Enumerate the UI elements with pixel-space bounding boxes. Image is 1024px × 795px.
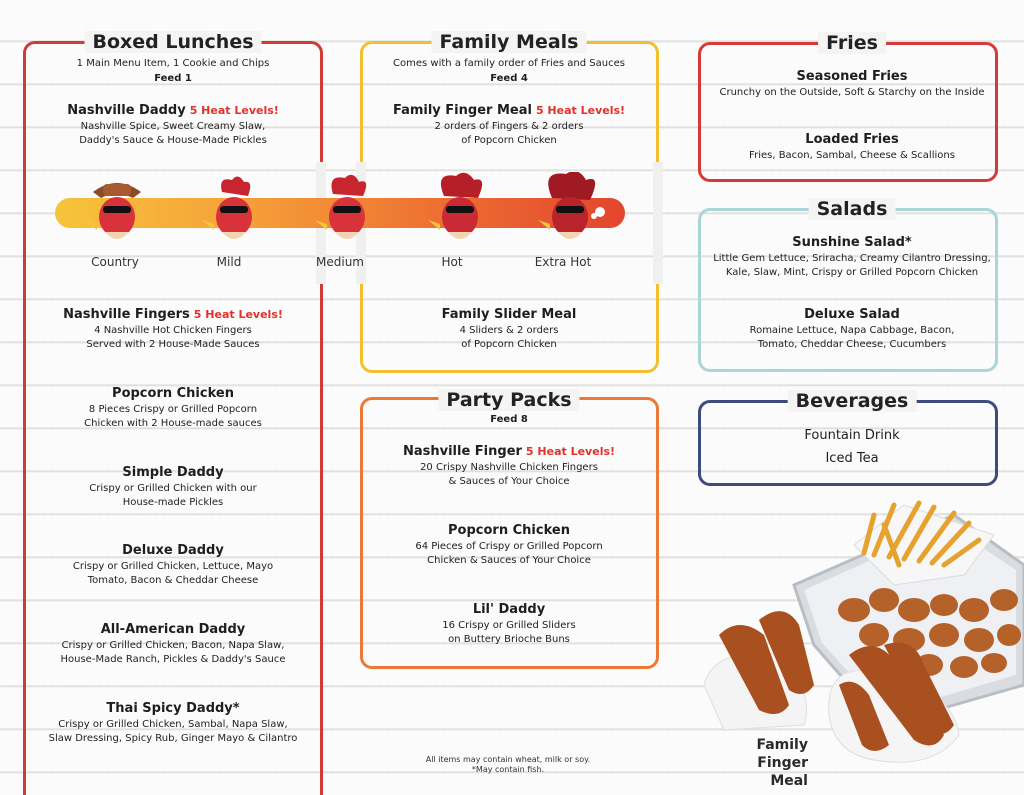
item-desc-line: Tomato, Cheddar Cheese, Cucumbers [757,339,947,350]
menu-item[interactable] [719,68,984,100]
menu-item[interactable] [73,542,273,588]
item-desc-line: of Popcorn Chicken [461,135,557,146]
item-desc-line: Served with 2 House-Made Sauces [86,339,260,350]
medium-rooster-icon [305,172,385,250]
menu-item[interactable] [49,700,298,746]
heat-level-hot: Hot [441,255,463,269]
item-name: Popcorn Chicken [112,386,234,401]
item-name: Seasoned Fries [796,69,908,84]
heat-level-mild: Mild [216,255,242,269]
item-desc-line: Romaine Lettuce, Napa Cabbage, Bacon, [749,325,955,336]
item-desc-line: 20 Crispy Nashville Chicken Fingers [420,462,598,473]
family-frame-gap-right [653,162,663,284]
item-desc-line: Crunchy on the Outside, Soft & Starchy on the Inside [719,87,985,98]
item-desc-line: House-Made Ranch, Pickles & Daddy's Sauce [60,654,286,665]
heat-level-medium: Medium [316,255,364,269]
hot-rooster-icon [418,172,498,250]
photo-label-line: Family [756,737,808,753]
heat-levels-badge: 5 Heat Levels! [535,104,626,117]
extra-hot-rooster-icon [528,172,608,250]
item-name: Deluxe Daddy [122,543,224,558]
menu-item[interactable] [61,621,286,667]
item-name: Loaded Fries [805,132,899,147]
item-desc-line: Slaw Dressing, Spicy Rub, Ginger Mayo & Cilantro [48,733,298,744]
beverages-title: Beverages [788,390,917,412]
menu-item[interactable] [442,306,577,352]
item-desc-line: Crispy or Grilled Chicken, Lettuce, Mayo [72,561,274,572]
item-desc-line: Crispy or Grilled Chicken, Bacon, Napa Slaw, [61,640,285,651]
item-name: Nashville Finger [402,444,522,459]
boxed-subtitle: 1 Main Menu Item, 1 Cookie and Chips [76,58,270,69]
item-desc-line: 64 Pieces of Crispy or Grilled Popcorn [415,541,603,552]
menu-item[interactable] [84,385,262,431]
heat-levels-badge: 5 Heat Levels! [189,104,279,117]
item-name: Sunshine Salad* [792,235,912,250]
beverage-item[interactable]: Iced Tea [825,451,879,466]
item-name: Popcorn Chicken [448,523,570,538]
item-desc-line: 2 orders of Fingers & 2 orders [434,121,584,132]
item-desc-line: Fries, Bacon, Sambal, Cheese & Scallions [749,150,955,161]
item-name: Nashville Daddy [67,103,186,118]
menu-item[interactable] [403,443,615,489]
mild-rooster-icon [192,172,272,250]
photo-label-line: Finger Meal [757,755,808,789]
menu-item[interactable] [89,464,256,510]
footnote-line: *May contain fish. [471,765,545,774]
heat-levels-badge: 5 Heat Levels! [193,308,283,321]
menu-item[interactable] [442,601,575,647]
boxed-feed: Feed 1 [154,73,192,84]
item-name: Family Finger Meal [392,103,532,118]
item-desc-line: Chicken & Sauces of Your Choice [427,555,591,566]
item-desc-line: House-made Pickles [122,497,224,508]
salads-title: Salads [809,198,896,220]
heat-level-extra-hot: Extra Hot [534,255,592,269]
family-feed: Feed 4 [490,73,528,84]
item-desc-line: on Buttery Brioche Buns [448,634,570,645]
item-desc-line: Crispy or Grilled Chicken with our [89,483,257,494]
heat-level-country: Country [91,255,139,269]
item-desc-line: Little Gem Lettuce, Sriracha, Creamy Cilantro Dressing, [713,253,991,264]
party-feed: Feed 8 [490,414,528,425]
menu-item[interactable] [713,234,991,280]
party-packs-title: Party Packs [438,389,579,411]
menu-item[interactable] [749,131,955,163]
item-name: Family Slider Meal [441,307,577,322]
item-name: Nashville Fingers [63,307,190,322]
photo-label [718,736,808,790]
item-name: Thai Spicy Daddy* [106,701,240,716]
item-name: Deluxe Salad [804,307,900,322]
item-desc-line: 4 Nashville Hot Chicken Fingers [94,325,252,336]
allergen-footnote [426,755,590,775]
item-desc-line: Nashville Spice, Sweet Creamy Slaw, [80,121,266,132]
item-desc-line: 8 Pieces Crispy or Grilled Popcorn [88,404,258,415]
menu-item[interactable] [67,102,279,148]
item-desc-line: 4 Sliders & 2 orders [459,325,559,336]
footnote-line: All items may contain wheat, milk or soy. [425,755,591,764]
item-desc-line: Crispy or Grilled Chicken, Sambal, Napa Slaw, [58,719,288,730]
item-desc-line: of Popcorn Chicken [461,339,557,350]
item-name: Lil' Daddy [472,602,546,617]
beverage-item[interactable]: Fountain Drink [804,428,900,443]
boxed-lunches-title: Boxed Lunches [84,31,261,53]
item-desc-line: Tomato, Bacon & Cheddar Cheese [87,575,259,586]
menu-item[interactable] [750,306,955,352]
family-meals-title: Family Meals [432,31,587,53]
item-desc-line: Daddy's Sauce & House-Made Pickles [79,135,267,146]
fries-title: Fries [818,32,886,54]
item-desc-line: Kale, Slaw, Mint, Crispy or Grilled Popcorn Chicken [725,267,979,278]
item-name: All-American Daddy [100,622,246,637]
menu-item[interactable] [63,306,283,352]
item-desc-line: & Sauces of Your Choice [448,476,570,487]
item-desc-line: Chicken with 2 House-made sauces [84,418,262,429]
menu-item[interactable] [415,522,602,568]
menu-item[interactable] [393,102,625,148]
item-name: Simple Daddy [122,465,224,480]
country-rooster-icon [75,172,155,250]
item-desc-line: 16 Crispy or Grilled Sliders [442,620,576,631]
family-subtitle: Comes with a family order of Fries and Sauces [393,58,625,69]
heat-levels-badge: 5 Heat Levels! [525,445,616,458]
